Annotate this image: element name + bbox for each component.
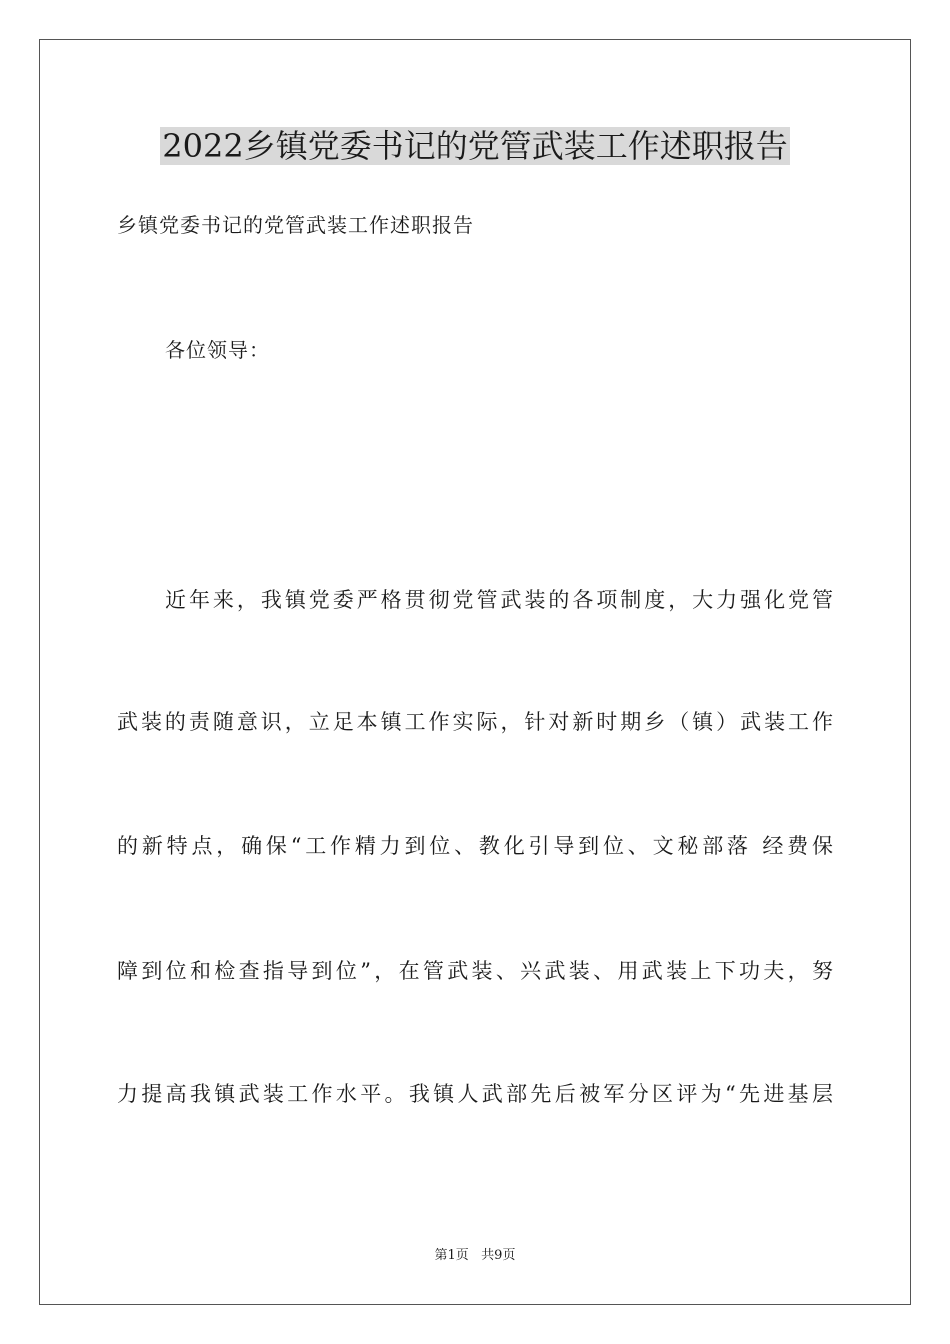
body-paragraph-line: 武装的责随意识，立足本镇工作实际，针对新时期乡（镇）武装工作 bbox=[117, 710, 833, 734]
document-subtitle: 乡镇党委书记的党管武装工作述职报告 bbox=[117, 213, 474, 237]
body-paragraph-line: 障到位和检查指导到位”，在管武装、兴武装、用武装上下功夫，努 bbox=[117, 959, 833, 983]
body-paragraph-line: 的新特点，确保“工作精力到位、教化引导到位、文秘部落 经费保 bbox=[117, 834, 833, 858]
body-paragraph-line: 近年来，我镇党委严格贯彻党管武装的各项制度，大力强化党管 bbox=[165, 588, 833, 612]
page-number-footer: 第1页 共9页 bbox=[434, 1248, 516, 1263]
salutation: 各位领导： bbox=[165, 338, 270, 362]
document-title bbox=[0, 124, 950, 168]
document-title-text: 2022乡镇党委书记的党管武装工作述职报告 bbox=[162, 127, 788, 165]
body-paragraph-line: 力提高我镇武装工作水平。我镇人武部先后被军分区评为“先进基层 bbox=[117, 1082, 833, 1106]
